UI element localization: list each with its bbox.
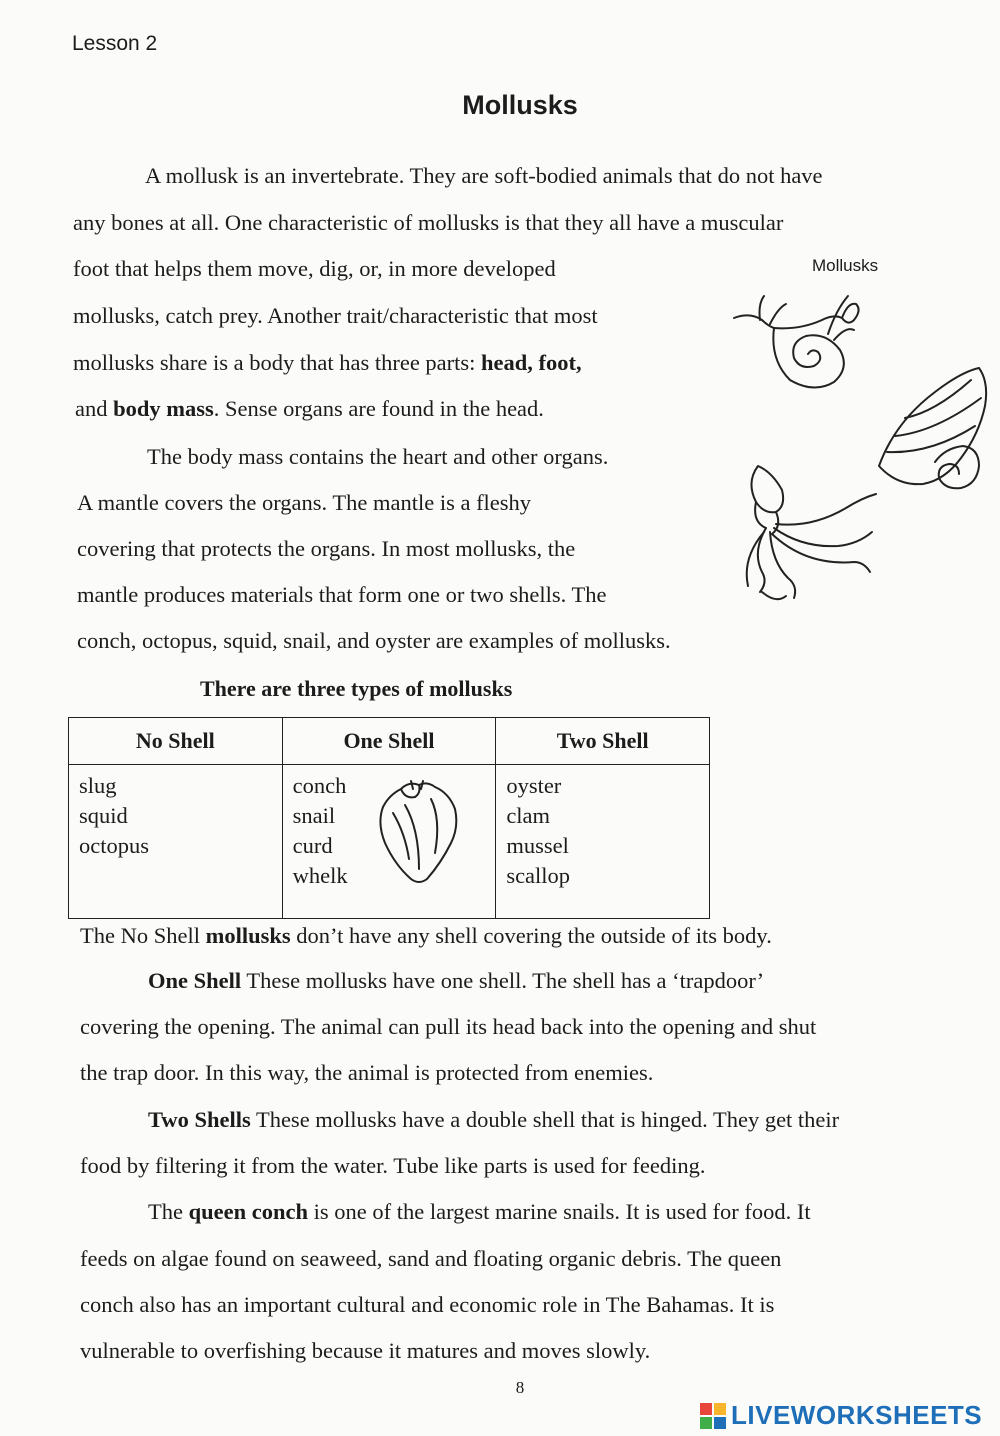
- logo-square-blue: [714, 1417, 726, 1429]
- queen-conch-bold: queen conch: [188, 1199, 308, 1224]
- two-shells-line-2: food by filtering it from the water. Tube like parts is used for feeding.: [80, 1153, 706, 1178]
- list-item: octopus: [79, 833, 149, 858]
- list-item: squid: [79, 803, 128, 828]
- table-row: [69, 765, 710, 919]
- two-shells-text-1: These mollusks have a double shell that is hinged. They get their: [250, 1107, 840, 1132]
- intro-line-5: [73, 352, 582, 375]
- intro-line-9: covering that protects the organs. In most mollusks, the: [77, 536, 576, 561]
- liveworksheets-logo-icon: [700, 1403, 726, 1429]
- queen-conch-pre: The: [148, 1199, 189, 1224]
- no-shell-line: [80, 925, 772, 948]
- logo-square-red: [700, 1403, 712, 1415]
- one-shell-cell: [282, 765, 496, 919]
- queen-conch-line-1: [148, 1201, 811, 1224]
- list-item: oyster: [506, 773, 562, 798]
- mollusk-types-caption: There are three types of mollusks: [200, 676, 513, 701]
- header-two-shell: Two Shell: [496, 718, 710, 765]
- logo-square-green: [700, 1417, 712, 1429]
- list-item: mussel: [506, 833, 569, 858]
- intro-line-11: conch, octopus, squid, snail, and oyster are examples of mollusks.: [77, 628, 671, 653]
- queen-conch-line-4: vulnerable to overfishing because it matures and moves slowly.: [80, 1338, 651, 1363]
- three-parts-bold: head, foot,: [481, 350, 582, 375]
- no-shell-cell: [69, 765, 283, 919]
- one-shell-text-1: These mollusks have one shell. The shell has a ‘trapdoor’: [241, 968, 765, 993]
- list-item: whelk: [292, 863, 348, 888]
- intro-line-6: [75, 398, 544, 421]
- intro-line-6-text: and: [75, 396, 114, 421]
- intro-line-1: A mollusk is an invertebrate. They are soft-bodied animals that do not have: [145, 163, 823, 188]
- no-shell-bold: mollusks: [205, 923, 291, 948]
- intro-line-4: mollusks, catch prey. Another trait/characteristic that most: [73, 303, 598, 328]
- no-shell-pre: The No Shell: [80, 923, 206, 948]
- queen-conch-text-1: is one of the largest marine snails. It is used for food. It: [308, 1199, 811, 1224]
- list-item: scallop: [506, 863, 571, 888]
- intro-line-5-text: mollusks share is a body that has three parts:: [73, 350, 482, 375]
- queen-conch-line-3: conch also has an important cultural and economic role in The Bahamas. It is: [80, 1292, 775, 1317]
- one-shell-line-1: [148, 970, 764, 993]
- list-item: conch: [292, 773, 347, 798]
- liveworksheets-wordmark: LIVEWORKSHEETS: [731, 1400, 983, 1430]
- lesson-label: Lesson 2: [72, 32, 158, 55]
- header-one-shell: One Shell: [282, 718, 496, 765]
- one-shell-bold: One Shell: [148, 968, 242, 993]
- one-shell-line-3: the trap door. In this way, the animal is protected from enemies.: [80, 1060, 654, 1085]
- intro-line-3: foot that helps them move, dig, or, in more developed: [73, 256, 556, 281]
- intro-line-8: A mantle covers the organs. The mantle is a fleshy: [77, 490, 532, 515]
- intro-line-10: mantle produces materials that form one or two shells. The: [77, 582, 607, 607]
- page-number: 8: [515, 1378, 525, 1397]
- octopus-illustration: [742, 462, 882, 612]
- no-shell-post: don’t have any shell covering the outside of its body.: [290, 923, 772, 948]
- two-shells-bold: Two Shells: [148, 1107, 251, 1132]
- logo-square-yellow: [714, 1403, 726, 1415]
- one-shell-line-2: covering the opening. The animal can pull its head back into the opening and shut: [80, 1014, 817, 1039]
- two-shell-cell: [496, 765, 710, 919]
- list-item: curd: [292, 833, 333, 858]
- snail-illustration: [730, 290, 870, 400]
- list-item: clam: [506, 803, 551, 828]
- two-shells-line-1: [148, 1109, 839, 1132]
- intro-line-7: The body mass contains the heart and other organs.: [147, 444, 609, 469]
- page-title: Mollusks: [462, 90, 578, 120]
- mollusk-types-table: [68, 717, 710, 919]
- intro-line-2: any bones at all. One characteristic of mollusks is that they all have a muscular: [73, 210, 784, 235]
- mollusks-illustration-label: Mollusks: [812, 256, 879, 275]
- conch-shell-small-illustration: [375, 779, 461, 887]
- intro-line-6-rest: . Sense organs are found in the head.: [213, 396, 544, 421]
- list-item: snail: [292, 803, 336, 828]
- table-header-row: [69, 718, 710, 765]
- liveworksheets-logo[interactable]: [700, 1400, 982, 1431]
- queen-conch-line-2: feeds on algae found on seaweed, sand and floating organic debris. The queen: [80, 1246, 782, 1271]
- conch-shell-illustration: [875, 362, 995, 502]
- body-mass-bold: body mass: [113, 396, 214, 421]
- header-no-shell: No Shell: [69, 718, 283, 765]
- list-item: slug: [79, 773, 117, 798]
